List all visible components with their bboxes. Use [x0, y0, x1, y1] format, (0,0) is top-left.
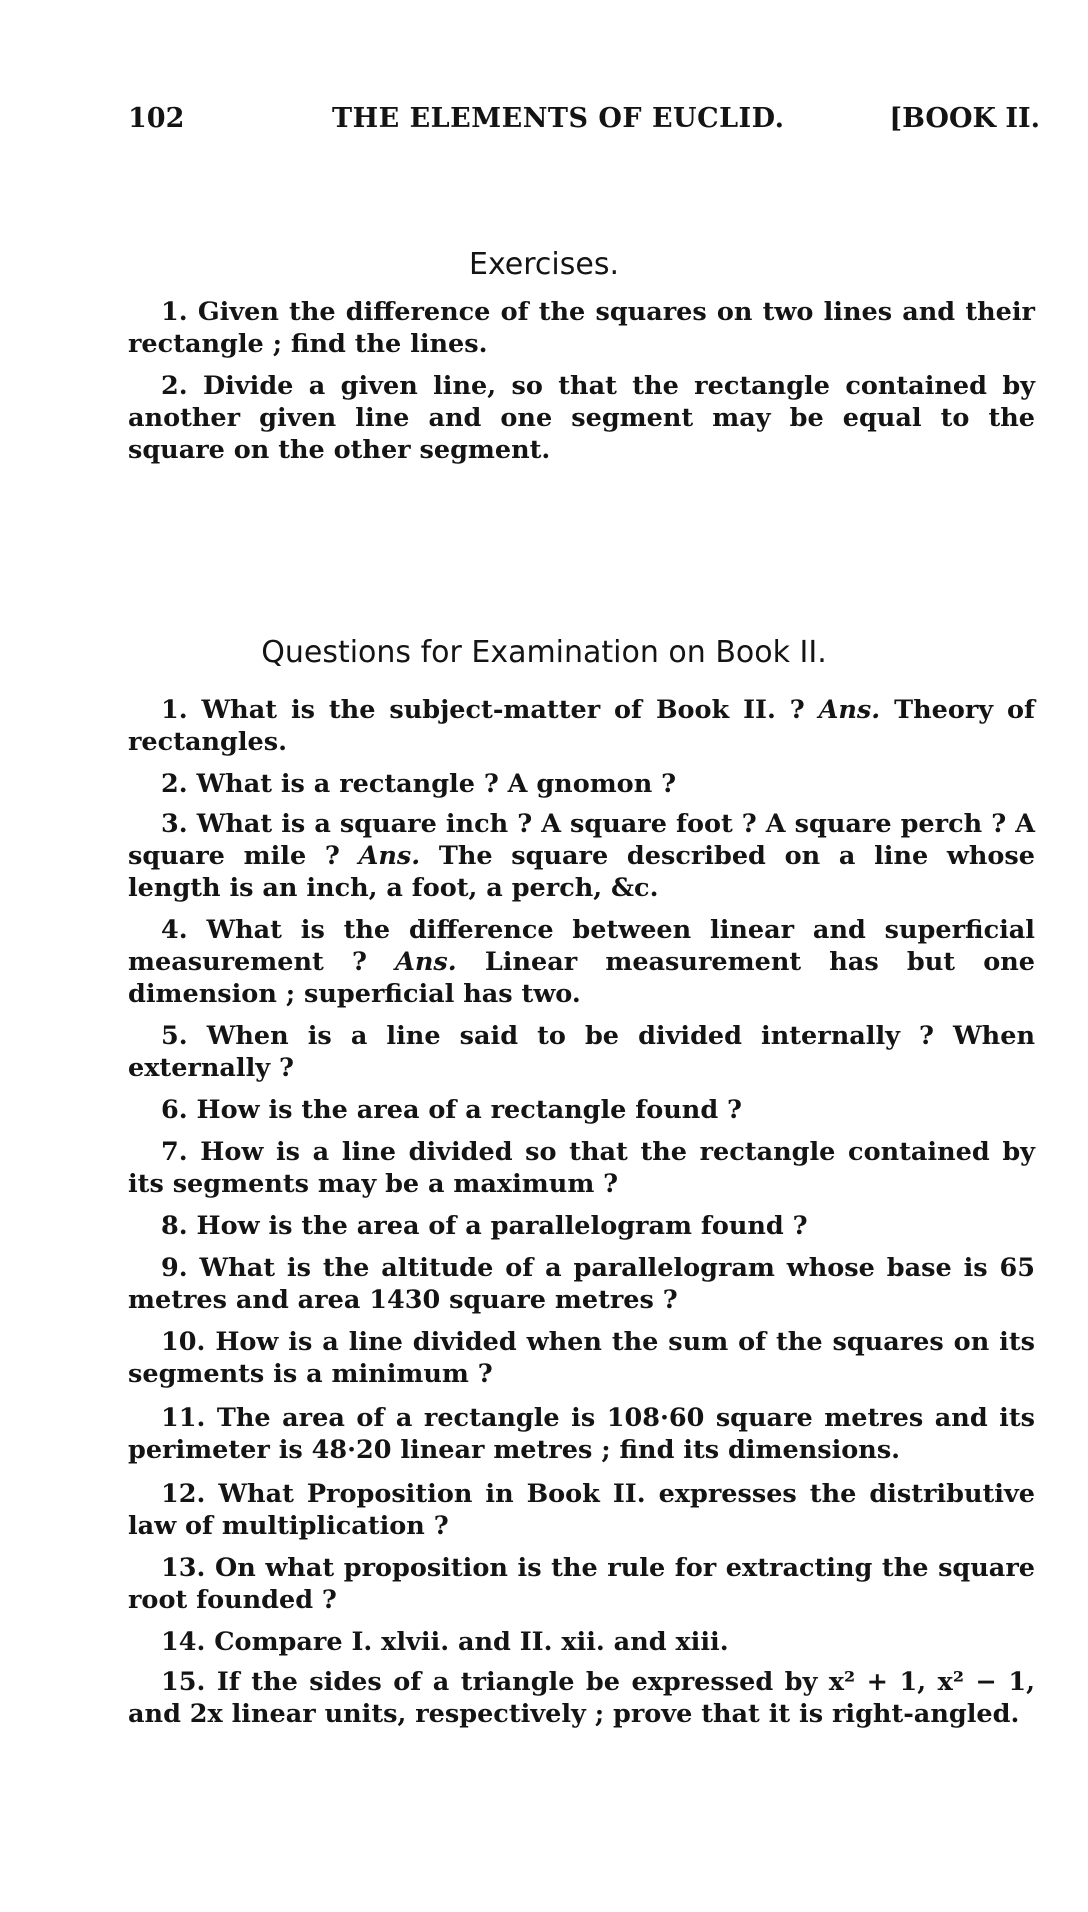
- question-item: [128, 1478, 1035, 1542]
- item-number: 2.: [161, 371, 188, 401]
- item-number: 4.: [161, 915, 188, 945]
- question-item: [128, 1402, 1035, 1466]
- question-item: [128, 808, 1035, 904]
- question-item: [128, 1136, 1035, 1200]
- question-item: [128, 1552, 1035, 1616]
- item-text: On what proposition is the rule for extracting the square root founded ?: [128, 1553, 1035, 1615]
- item-number: 14.: [161, 1627, 206, 1657]
- item-number: 12.: [161, 1479, 206, 1509]
- item-number: 3.: [161, 809, 188, 839]
- question-item: [128, 1020, 1035, 1084]
- questions-heading: Questions for Examination on Book II.: [261, 634, 827, 670]
- question-item: [128, 1210, 1035, 1242]
- item-number: 10.: [161, 1327, 206, 1357]
- item-text: What is the subject-matter of Book II. ?: [201, 695, 805, 725]
- question-item: [128, 1094, 1035, 1126]
- question-item: [128, 768, 1035, 800]
- item-text: If the sides of a triangle be expressed by x² + 1, x² − 1, and 2x linear units, respectively ; prove that it is right-angled.: [128, 1667, 1035, 1729]
- item-text: Given the difference of the squares on two lines and their rectangle ; find the lines.: [128, 297, 1035, 359]
- item-number: 7.: [161, 1137, 188, 1167]
- item-text: How is a line divided when the sum of the squares on its segments is a minimum ?: [128, 1327, 1035, 1389]
- exercise-item: [128, 370, 1035, 466]
- item-number: 11.: [161, 1403, 206, 1433]
- item-text: What is a square inch ? A square foot ? A square perch ? A square mile ?: [128, 809, 1035, 871]
- item-number: 2.: [161, 769, 188, 799]
- item-text: What is the difference between linear and superficial measurement ?: [128, 915, 1035, 977]
- item-text: The area of a rectangle is 108·60 square metres and its perimeter is 48·20 linear metres ; find its dimensions.: [128, 1403, 1035, 1465]
- exercises-heading: Exercises.: [469, 246, 619, 282]
- item-text: Divide a given line, so that the rectangle contained by another given line and one segment may be equal to the square on the other segment.: [128, 371, 1035, 465]
- question-item: [128, 1326, 1035, 1390]
- ans-label: Ans.: [395, 947, 457, 977]
- item-text: How is the area of a parallelogram found ?: [196, 1211, 808, 1241]
- item-text: When is a line said to be divided internally ? When externally ?: [128, 1021, 1035, 1083]
- item-number: 1.: [161, 297, 188, 327]
- item-number: 8.: [161, 1211, 188, 1241]
- running-title: THE ELEMENTS OF EUCLID.: [332, 103, 785, 134]
- page-number: 102: [128, 103, 185, 134]
- running-head: [128, 103, 1040, 143]
- item-text: How is a line divided so that the rectangle contained by its segments may be a maximum ?: [128, 1137, 1035, 1199]
- question-item: [128, 694, 1035, 758]
- item-number: 13.: [161, 1553, 206, 1583]
- item-number: 6.: [161, 1095, 188, 1125]
- book-reference: [BOOK II.: [889, 103, 1040, 134]
- question-item: [128, 914, 1035, 1010]
- item-text: What Proposition in Book II. expresses the distributive law of multiplication ?: [128, 1479, 1035, 1541]
- exercise-item: [128, 296, 1035, 360]
- item-answer: The square described on a line whose length is an inch, a foot, a perch, &c.: [128, 841, 1035, 903]
- item-text: What is the altitude of a parallelogram whose base is 65 metres and area 1430 square metres ?: [128, 1253, 1035, 1315]
- item-answer: Linear measurement has but one dimension ; superficial has two.: [128, 947, 1035, 1009]
- item-answer: Theory of rectangles.: [128, 695, 1035, 757]
- item-text: How is the area of a rectangle found ?: [196, 1095, 742, 1125]
- ans-label: Ans.: [358, 841, 421, 871]
- item-number: 1.: [161, 695, 188, 725]
- ans-label: Ans.: [818, 695, 881, 725]
- item-number: 15.: [161, 1667, 206, 1697]
- item-number: 9.: [161, 1253, 188, 1283]
- question-item: [128, 1666, 1035, 1730]
- item-text: Compare I. xlvii. and II. xii. and xiii.: [214, 1627, 729, 1657]
- item-text: What is a rectangle ? A gnomon ?: [196, 769, 677, 799]
- question-item: [128, 1252, 1035, 1316]
- item-number: 5.: [161, 1021, 188, 1051]
- question-item: [128, 1626, 1035, 1658]
